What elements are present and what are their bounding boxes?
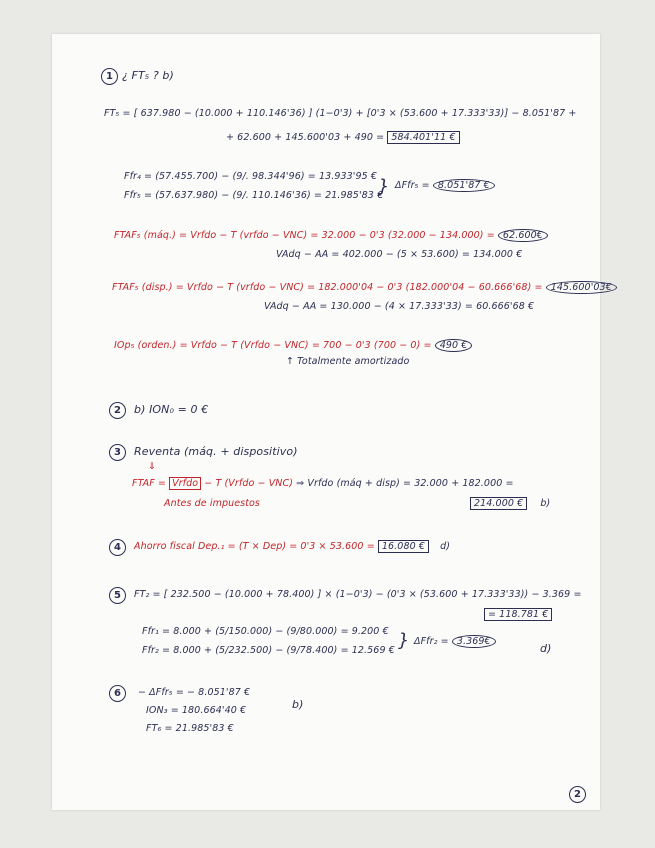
amortized-note: ↑ Totalmente amortizado (286, 356, 410, 367)
question-6-choice: b) (292, 698, 304, 711)
iop-result: 490 € (435, 339, 473, 352)
question-6-line2: ION₃ = 180.664'40 € (146, 705, 247, 716)
vadq-maq-line: VAdq − AA = 402.000 − (5 × 53.600) = 134.000 € (276, 249, 523, 260)
ft5-equation-line2: + 62.600 + 145.600'03 + 490 = 584.401'11 € (226, 132, 460, 143)
iop-line: IOp₅ (orden.) = Vrfdo − T (Vrfdo − VNC) = 700 − 0'3 (700 − 0) = 490 € (114, 340, 472, 351)
ftaf-maq-result: 62.600€ (498, 229, 548, 242)
question-3-result: 214.000 € (470, 497, 527, 510)
question-1-header: ¿ FT₅ ? b) (122, 69, 174, 82)
brace: } (378, 176, 390, 197)
ffr5-line: Ffr₅ = (57.637.980) − (9/. 110.146'36) = 21.985'83 € (124, 190, 384, 201)
question-6-line1: − ΔFfr₅ = − 8.051'87 € (138, 687, 251, 698)
delta-ffr5: ΔFfr₅ = 8.051'87 € (395, 180, 495, 191)
ftaf-disp-line: FTAF₅ (disp.) = Vrfdo − T (vrfdo − VNC) = 182.000'04 − 0'3 (182.000'04 − 60.666'68) = 145.600'03€ (112, 282, 617, 293)
question-3-number: 3 (109, 444, 126, 461)
delta-ffr2: ΔFfr₂ = 3.369€ (414, 636, 496, 647)
ft5-result: 584.401'11 € (387, 131, 459, 144)
question-4-number: 4 (109, 539, 126, 556)
page-number: 2 (569, 786, 586, 803)
brace-2: } (398, 630, 410, 651)
vrfdo-boxed: Vrfdo (169, 477, 201, 490)
question-5-number: 5 (109, 587, 126, 604)
ft5-equation-line1: FT₅ = [ 637.980 − (10.000 + 110.146'36) ] (1−0'3) + [0'3 × (53.600 + 17.333'33)] − 8.051'87 + (104, 108, 577, 119)
question-5-result: = 118.781 € (484, 609, 552, 620)
ffr1-line: Ffr₁ = 8.000 + (5/150.000) − (9/80.000) = 9.200 € (142, 626, 389, 637)
question-6-line3: FT₆ = 21.985'83 € (146, 723, 234, 734)
question-3-choice: b) (540, 498, 551, 509)
ftaf-disp-result: 145.600'03€ (546, 281, 617, 294)
question-3-title: Reventa (máq. + dispositivo) (134, 445, 298, 458)
pre-tax-note: Antes de impuestos (164, 498, 260, 509)
down-arrow: ⇓ (148, 461, 157, 472)
question-2-answer: b) ION₀ = 0 € (134, 403, 209, 416)
question-4-line: Ahorro fiscal Dep.₁ = (T × Dep) = 0'3 × 53.600 = 16.080 € d) (134, 541, 451, 552)
question-4-result: 16.080 € (378, 540, 429, 553)
question-3-result-wrap (470, 498, 550, 509)
vadq-disp-line: VAdq − AA = 130.000 − (4 × 17.333'33) = 60.666'68 € (264, 301, 535, 312)
delta-ffr2-value: 3.369€ (452, 635, 496, 648)
question-4-choice: d) (440, 541, 451, 552)
ftaf-maq-line: FTAF₅ (máq.) = Vrfdo − T (vrfdo − VNC) = 32.000 − 0'3 (32.000 − 134.000) = 62.600€ (114, 230, 548, 241)
ffr2-line: Ffr₂ = 8.000 + (5/232.500) − (9/78.400) = 12.569 € (142, 645, 395, 656)
notebook-page (52, 34, 612, 810)
ft2-equation: FT₂ = [ 232.500 − (10.000 + 78.400) ] × (1−0'3) − (0'3 × (53.600 + 17.333'33)) − 3.369 = (134, 589, 582, 600)
question-6-number: 6 (109, 685, 126, 702)
question-1-number: 1 (101, 68, 118, 85)
question-5-choice: d) (540, 642, 552, 655)
ffr4-line: Ffr₄ = (57.455.700) − (9/. 98.344'96) = 13.933'95 € (124, 171, 378, 182)
delta-ffr5-value: 8.051'87 € (433, 179, 495, 192)
ftaf-formula-line: FTAF = Vrfdo − T (Vrfdo − VNC) ⇒ Vrfdo (máq + disp) = 32.000 + 182.000 = (132, 478, 514, 489)
question-2-number: 2 (109, 402, 126, 419)
